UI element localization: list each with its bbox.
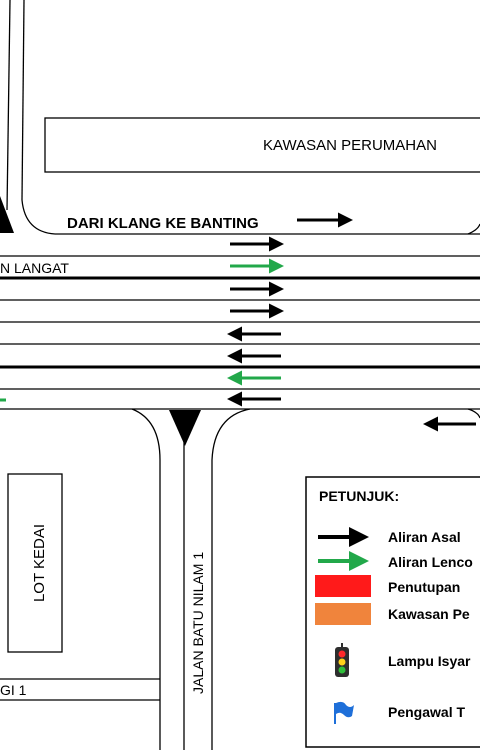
orange-block-icon: [315, 603, 371, 625]
red-block-icon: [315, 575, 371, 597]
side-road-label: JALAN BATU NILAM 1: [190, 551, 206, 694]
direction-label: DARI KLANG KE BANTING: [67, 215, 259, 232]
main-road-lanes: [0, 234, 480, 409]
yield-triangle-side-road: [169, 410, 201, 446]
residential-area-label: KAWASAN PERUMAHAN: [263, 137, 437, 154]
legend-label-original-flow: Aliran Asal: [388, 529, 461, 545]
legend: [306, 477, 480, 747]
legend-label-traffic-warden: Pengawal T: [388, 704, 466, 720]
legend-label-work-area: Kawasan Pe: [388, 606, 470, 622]
shop-lot-label: LOT KEDAI: [31, 523, 48, 603]
legend-title: PETUNJUK:: [319, 488, 400, 504]
legend-label-traffic-light: Lampu Isyar: [388, 653, 471, 669]
bottom-road-label: GI 1: [0, 682, 27, 698]
legend-label-diverted-flow: Aliran Lenco: [388, 554, 473, 570]
main-road-label: N LANGAT: [0, 260, 69, 276]
flow-arrows: [0, 244, 476, 424]
traffic-light-icon: [335, 643, 349, 677]
legend-label-closure: Penutupan: [388, 579, 461, 595]
north-road: [7, 0, 55, 234]
